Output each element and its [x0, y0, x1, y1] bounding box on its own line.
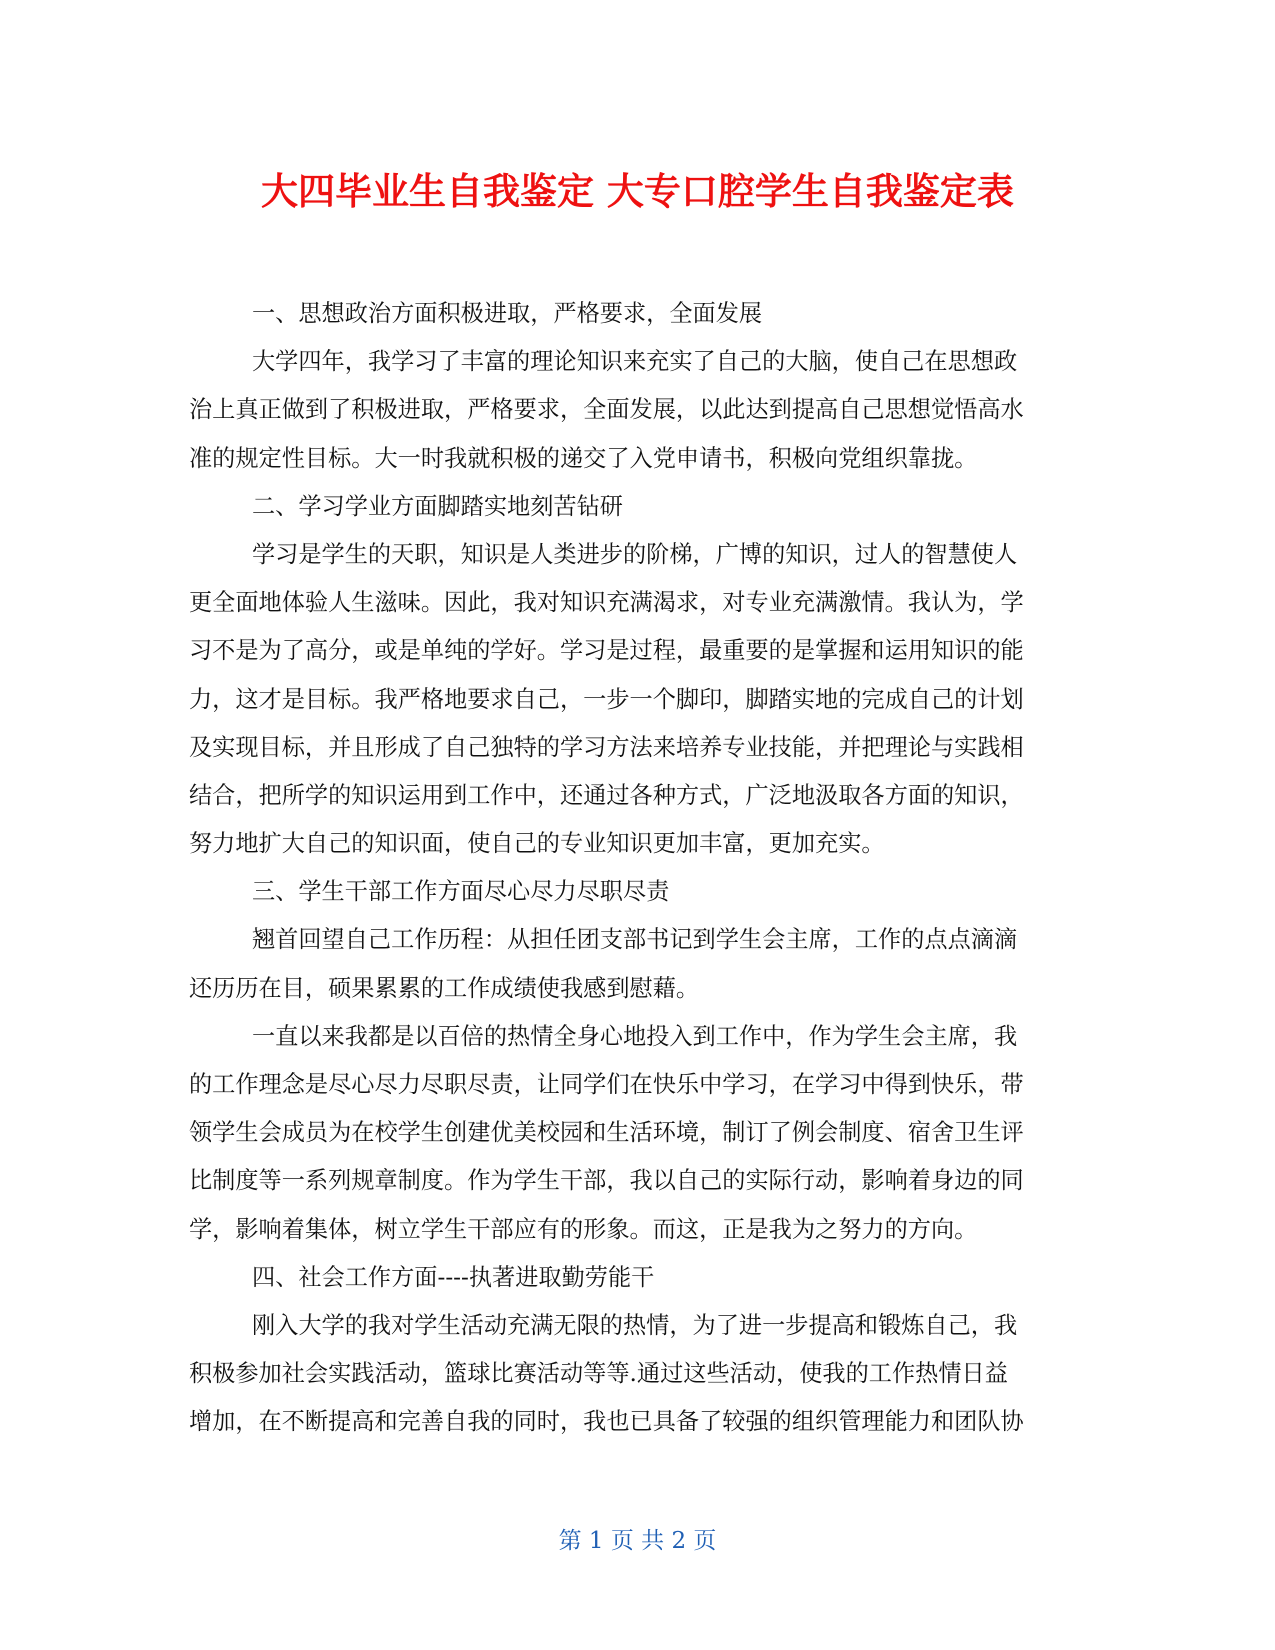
body-line: 力，这才是目标。我严格地要求自己，一步一个脚印，脚踏实地的完成自己的计划 — [189, 685, 1024, 713]
body-line: 四、社会工作方面----执著进取勤劳能干 — [252, 1263, 655, 1291]
body-line: 学，影响着集体，树立学生干部应有的形象。而这，正是我为之努力的方向。 — [189, 1215, 978, 1243]
page-number-footer: 第 1 页 共 2 页 — [558, 1528, 717, 1554]
body-line: 习不是为了高分，或是单纯的学好。学习是过程，最重要的是掌握和运用知识的能 — [189, 637, 1024, 665]
body-line: 大学四年，我学习了丰富的理论知识来充实了自己的大脑，使自己在思想政 — [252, 348, 1018, 376]
body-line: 比制度等一系列规章制度。作为学生干部，我以自己的实际行动，影响着身边的同 — [189, 1167, 1024, 1195]
body-line: 增加，在不断提高和完善自我的同时，我也已具备了较强的组织管理能力和团队协 — [189, 1408, 1024, 1436]
body-line: 学习是学生的天职，知识是人类进步的阶梯，广博的知识，过人的智慧使人 — [252, 540, 1018, 568]
body-line: 刚入大学的我对学生活动充满无限的热情，为了进一步提高和锻炼自己，我 — [252, 1311, 1018, 1339]
body-line: 及实现目标，并且形成了自己独特的学习方法来培养专业技能，并把理论与实践相 — [189, 733, 1024, 761]
body-line: 努力地扩大自己的知识面，使自己的专业知识更加丰富，更加充实。 — [189, 830, 885, 858]
body-line: 准的规定性目标。大一时我就积极的递交了入党申请书，积极向党组织靠拢。 — [189, 444, 978, 472]
body-line: 结合，把所学的知识运用到工作中，还通过各种方式，广泛地汲取各方面的知识， — [189, 781, 1024, 809]
body-line: 一直以来我都是以百倍的热情全身心地投入到工作中，作为学生会主席，我 — [252, 1022, 1018, 1050]
body-line: 翘首回望自己工作历程：从担任团支部书记到学生会主席，工作的点点滴滴 — [252, 926, 1018, 954]
body-line: 的工作理念是尽心尽力尽职尽责，让同学们在快乐中学习，在学习中得到快乐，带 — [189, 1071, 1024, 1098]
body-line: 还历历在目，硕果累累的工作成绩使我感到慰藉。 — [189, 974, 700, 1002]
body-line: 更全面地体验人生滋味。因此，我对知识充满渴求，对专业充满激情。我认为，学 — [189, 589, 1024, 617]
document-title: 大四毕业生自我鉴定 大专口腔学生自我鉴定表 — [261, 170, 1014, 213]
body-line: 二、学习学业方面脚踏实地刻苦钻研 — [252, 492, 623, 520]
body-line: 一、思想政治方面积极进取，严格要求，全面发展 — [252, 300, 763, 327]
body-line: 治上真正做到了积极进取，严格要求，全面发展，以此达到提高自己思想觉悟高水 — [189, 396, 1024, 424]
body-line: 领学生会成员为在校学生创建优美校园和生活环境，制订了例会制度、宿舍卫生评 — [189, 1119, 1024, 1147]
body-line: 积极参加社会实践活动，篮球比赛活动等等.通过这些活动，使我的工作热情日益 — [189, 1360, 1008, 1388]
document-body — [189, 290, 1087, 1447]
body-line: 三、学生干部工作方面尽心尽力尽职尽责 — [252, 878, 670, 906]
